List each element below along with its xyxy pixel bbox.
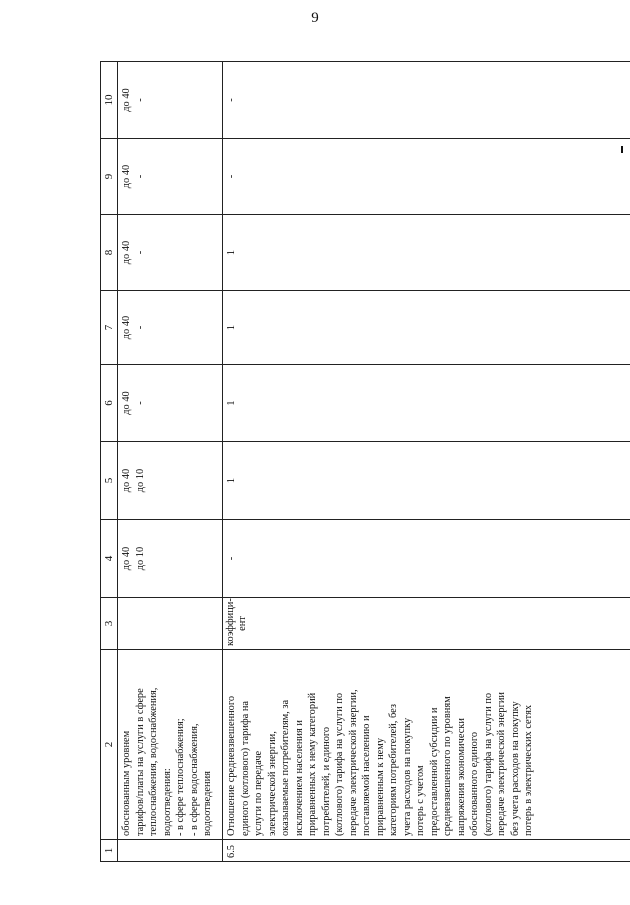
table-row xyxy=(118,62,223,862)
row1-desc-line: водоотведения xyxy=(202,771,213,836)
row2-col6: 1 xyxy=(223,365,630,442)
value-line: до 40 xyxy=(121,315,132,340)
row1-col5 xyxy=(118,442,223,520)
page-number: 9 xyxy=(311,10,319,26)
header-row xyxy=(101,62,118,862)
row2-col9: - xyxy=(223,139,630,215)
header-col-9: 9 xyxy=(101,139,118,215)
value-line: до 40 xyxy=(121,468,132,493)
row2-desc-line: Отношение средневзвешенного xyxy=(226,695,237,836)
row2-desc-line: передаче электрической энергии xyxy=(496,692,507,836)
unit-line: коэффици- xyxy=(225,598,236,646)
row2-col4: - xyxy=(223,520,630,598)
row2-col8: 1 xyxy=(223,215,630,291)
row1-description xyxy=(118,650,223,840)
row2-col5: 1 xyxy=(223,442,630,520)
row2-desc-line: потребителей, и единого xyxy=(320,726,332,836)
indicators-table xyxy=(100,61,630,862)
value-line: - xyxy=(134,250,146,255)
value-line: до 40 xyxy=(121,391,132,415)
row2-desc-line: единого (котлового) тарифа на xyxy=(239,700,251,836)
row2-desc-line: учета расходов на покупку xyxy=(401,717,413,836)
row1-desc-line: тарифов/платы на услуги в сфере xyxy=(134,688,146,836)
row2-unit xyxy=(223,598,630,650)
row2-desc-line: потерь в электрических сетях xyxy=(523,704,534,836)
row1-number xyxy=(118,840,223,862)
row1-col6 xyxy=(118,365,223,442)
row1-desc-line: - в сфере водоснабжения, xyxy=(188,723,200,836)
header-col-7: 7 xyxy=(101,291,118,365)
table-row xyxy=(223,62,630,862)
row1-desc-line: водоотведения: xyxy=(161,768,173,836)
rotated-table-container xyxy=(100,62,630,862)
row1-desc-line: - в сфере теплоснабжения; xyxy=(175,718,186,836)
row2-desc-line: категориям потребителей, без xyxy=(388,704,399,836)
row2-description xyxy=(223,650,630,840)
row1-unit xyxy=(118,598,223,650)
row2-col10: - xyxy=(223,62,630,139)
header-col-8: 8 xyxy=(101,215,118,291)
value-line: до 40 xyxy=(121,88,132,112)
header-col-4: 4 xyxy=(101,520,118,598)
value-line: - xyxy=(134,325,146,330)
row1-col8 xyxy=(118,215,223,291)
unit-line: ент xyxy=(237,616,248,631)
value-line: до 40 xyxy=(121,164,132,189)
row1-col10 xyxy=(118,62,223,139)
value-line: до 40 xyxy=(121,546,132,571)
header-col-6: 6 xyxy=(101,365,118,442)
row2-desc-line: средневзвешенного по уровням xyxy=(442,696,453,836)
row2-desc-line: передаче электрической энергии, xyxy=(347,689,359,836)
row2-desc-line: без учета расходов на покупку xyxy=(509,701,521,836)
row2-desc-line: оказываемые потребителям, за xyxy=(280,699,291,836)
value-line: до 40 xyxy=(121,240,132,265)
value-line: до 10 xyxy=(134,546,146,571)
header-col-3: 3 xyxy=(101,598,118,650)
row2-desc-line: исключением населения и xyxy=(293,720,305,836)
header-col-1: 1 xyxy=(101,840,118,862)
row2-desc-line: (котлового) тарифа на услуги по xyxy=(482,692,494,836)
value-line: - xyxy=(134,174,146,179)
value-line: - xyxy=(134,401,146,405)
value-line: - xyxy=(134,98,146,102)
row2-desc-line: напряжения экономически xyxy=(455,718,467,836)
row2-number: 6.5 xyxy=(223,840,630,862)
row1-col4 xyxy=(118,520,223,598)
row2-desc-line: приравненным к нему xyxy=(374,737,386,836)
header-col-10: 10 xyxy=(101,62,118,139)
header-col-2: 2 xyxy=(101,650,118,840)
row2-desc-line: потерь с учетом xyxy=(415,765,426,836)
row1-desc-line: обоснованным уровнем xyxy=(121,730,132,836)
row1-col9 xyxy=(118,139,223,215)
row1-desc-line: теплоснабжения, водоснабжения, xyxy=(148,687,159,836)
row2-desc-line: электрической энергии, xyxy=(266,731,278,836)
header-col-5: 5 xyxy=(101,442,118,520)
row1-col7 xyxy=(118,291,223,365)
row2-desc-line: поставляемой населению и xyxy=(361,715,372,836)
row2-desc-line: предоставленной субсидии и xyxy=(428,707,440,836)
row2-desc-line: приравненных к нему категорий xyxy=(307,692,318,836)
row2-desc-line: услуги по передаче xyxy=(253,750,264,836)
row2-desc-line: обоснованного единого xyxy=(469,731,480,836)
row2-desc-line: (котлового) тарифа на услуги по xyxy=(334,692,345,836)
row2-col7: 1 xyxy=(223,291,630,365)
value-line: до 10 xyxy=(134,468,146,493)
